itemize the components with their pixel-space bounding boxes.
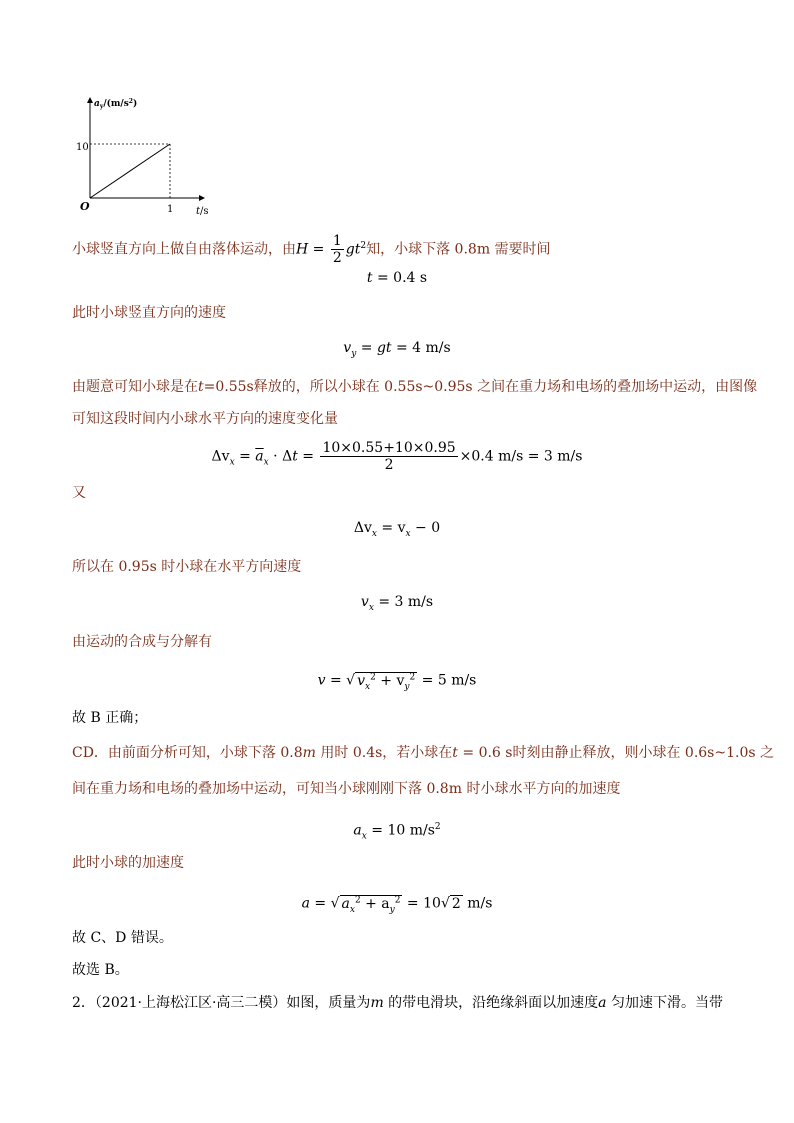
math-op: = [308,241,329,258]
y-axis-label: $a_y/(m/s^2)$ [94,98,138,110]
sqrt-body [340,895,403,915]
equation-ax [0,817,794,846]
math-sub: x [361,831,367,842]
math-op: = [234,448,256,465]
math-op: · Δ [268,448,293,465]
math-val: = 0.4 s [372,270,428,286]
math-val: = 10 m/s [366,822,435,839]
text-span: 的带电滑块，沿绝缘斜面以加速度 [383,995,599,1011]
math-val: = 10 [402,895,441,912]
acceleration-time-graph [70,92,220,217]
math-var: a [353,822,362,839]
math-sub: y [389,904,395,915]
math-var: a [598,995,607,1011]
math-op: = [309,895,331,912]
math-sub: x [365,681,371,692]
math-var: v [317,672,326,689]
fraction [320,440,457,473]
math-var: gt [345,241,361,258]
math-var: m [302,745,316,761]
fraction [331,233,344,266]
math-var: gt [376,340,392,356]
text-question-2 [72,993,723,1013]
math-var: $\overline{a}$ [255,448,264,465]
text-span: 用时 0.4s，若小球在 [315,745,453,761]
math-sub: x [263,457,269,468]
math-var: t [452,745,458,761]
math-sup: 2 [354,895,361,905]
frac-num: 10×0.55+10×0.95 [322,440,456,456]
text-span: 知，小球下落 0.8m 需要时间 [366,241,551,258]
math-sub: x [371,528,377,539]
math-sup: 2 [434,822,441,832]
frac-den: 2 [332,250,342,266]
math-sub: x [349,904,355,915]
text-vertical-velocity: 此时小球竖直方向的速度 [72,305,226,321]
math-var: t [198,379,204,395]
math-op: = [325,672,347,689]
origin-label: O [80,200,90,213]
sqrt-sign: √ [346,672,356,689]
math-sup: 2 [409,672,416,682]
text-b-correct: 故 B 正确； [72,710,148,726]
math-val: = 3 m/s [373,594,434,610]
math-op: = v [376,520,406,536]
text-span: 匀加速下滑。当带 [606,995,723,1011]
text-span: 由题意可知小球是在 [72,379,198,395]
sqrt-sign: √ [330,895,340,912]
math-op: = [297,448,319,465]
text-cd-wrong: 故 C、D 错误。 [72,930,173,946]
math-var: a [301,895,310,912]
math-var: t [366,270,373,286]
math-sub: x [405,528,411,539]
math-op: + a [360,895,390,912]
math-sub: y [404,681,410,692]
sqrt-body: 2 [451,895,461,912]
data-line [90,144,170,198]
math-var: v [360,594,369,610]
text-composition: 由运动的合成与分解有 [72,634,212,650]
x-axis-label: t/s [196,206,209,217]
math-var: t [292,448,298,465]
math-var: v [343,340,352,356]
math-val: ×0.4 m/s = 3 m/s [459,448,583,465]
sqrt-body [355,672,417,692]
math-var: a [341,895,350,912]
sqrt-sign: √ [440,895,450,912]
equation-time [0,268,794,288]
text-horizontal-velocity: 所以在 0.95s 时小球在水平方向速度 [72,559,302,575]
math-var: H [296,241,309,258]
math-sup: 2 [360,240,367,251]
frac-den: 2 [384,457,394,473]
math-var: v [357,672,366,689]
text-also: 又 [72,485,86,501]
equation-vx [0,592,794,618]
math-sub: y [351,348,357,359]
math-val: − 0 [410,520,441,536]
text-span: 时刻由静止释放，则小球在 0.6s~1.0s 之 [512,745,774,761]
math-sub: x [229,457,235,468]
text-span: = 0.6 s [457,745,513,761]
x-tick-label: 1 [167,204,174,215]
math-var: Δv [353,520,372,536]
text-acceleration: 此时小球的加速度 [72,855,184,871]
math-sup: 2 [370,672,376,682]
math-val: = 5 m/s [417,672,477,689]
text-velocity-change: 可知这段时间内小球水平方向的速度变化量 [72,411,338,427]
y-tick-label: 10 [76,142,89,153]
equation-delta-vx-2 [0,518,794,544]
text-free-fall [72,233,551,266]
equation-delta-vx [0,440,794,473]
math-op: + v [375,672,405,689]
equation-a [0,890,794,919]
equation-vy [0,338,794,364]
text-horizontal-accel: 间在重力场和电场的叠加场中运动，可知当小球刚刚下落 0.8m 时小球水平方向的加速度 [72,781,621,797]
equation-v [0,667,794,696]
math-val: = 4 m/s [391,340,451,356]
frac-num: 1 [332,233,342,249]
text-cd-analysis [72,743,774,763]
math-sub: x [368,602,374,613]
text-span: 小球竖直方向上做自由落体运动，由 [72,241,296,258]
math-sup: 2 [394,895,401,905]
math-var: Δv [211,448,230,465]
text-release-time [72,377,757,397]
text-span: =0.55s释放的，所以小球在 0.55s~0.95s 之间在重力场和电场的叠加场中运动，由图像 [203,379,758,395]
math-op: = [356,340,377,356]
text-span: 2．（2021·上海松江区·高三二模）如图，质量为 [72,995,371,1011]
text-answer-b: 故选 B。 [72,962,129,978]
math-var: m [370,995,384,1011]
text-span: CD．由前面分析可知，小球下落 0.8 [72,745,303,761]
math-val: m/s [462,895,493,912]
